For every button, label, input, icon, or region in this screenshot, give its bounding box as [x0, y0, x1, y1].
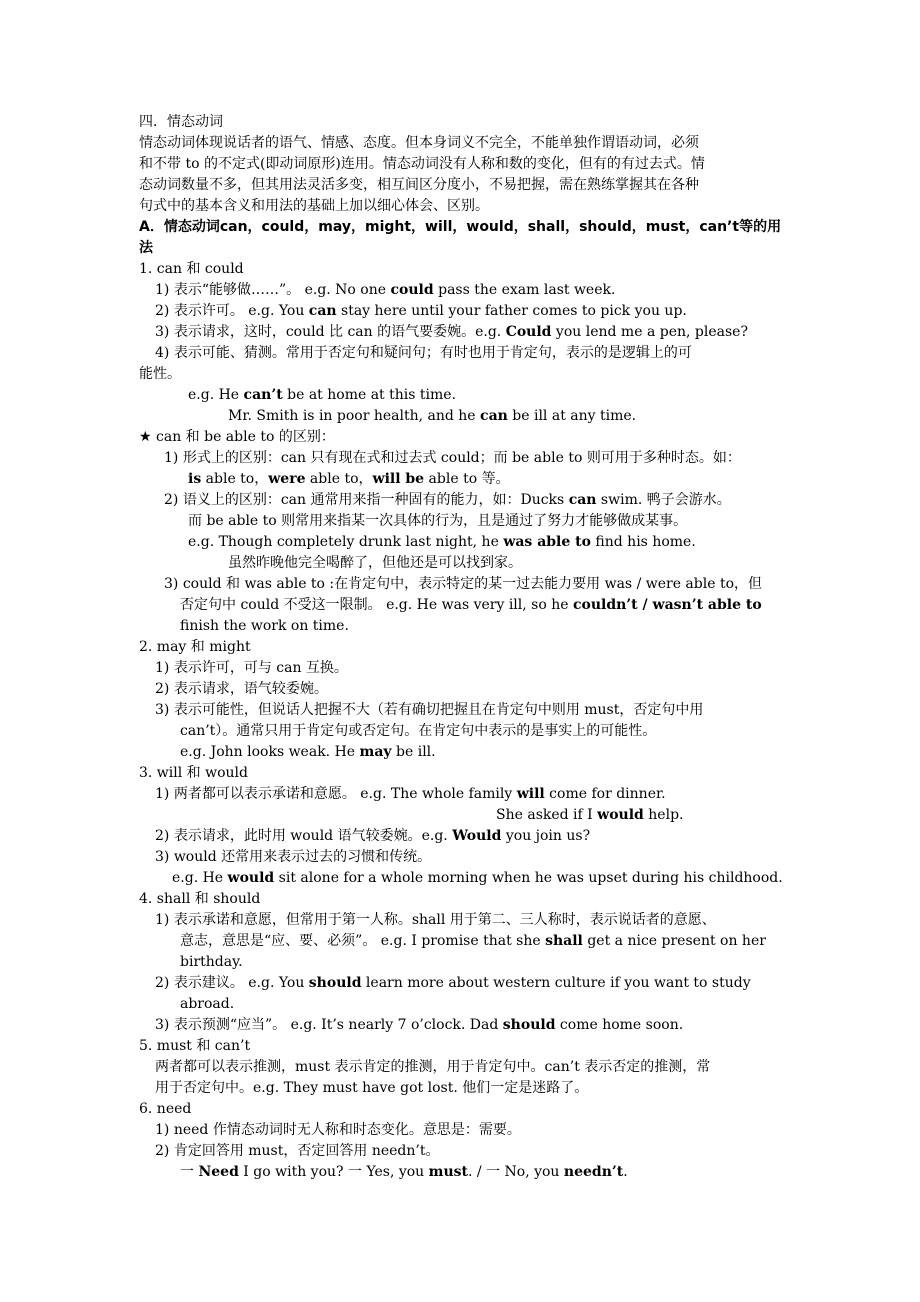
- need-example: 一 Need I go with you? 一 Yes, you must. / 一 No, you needn’t.: [180, 1164, 628, 1180]
- can-title: 1. can 和 could: [139, 261, 244, 277]
- need-title: 6. need: [139, 1101, 192, 1117]
- will-item-1b: She asked if I would help.: [496, 807, 684, 823]
- must-line-1: 两者都可以表示推测，must 表示肯定的推测，用于肯定句中。can’t 表示否定的推测，常: [155, 1059, 711, 1075]
- can-example-1: e.g. He can’t be at home at this time.: [188, 387, 456, 403]
- heading-a-line-1: A．情态动词can，could，may，might，will，would，shall，should，must，can’t等的用: [139, 219, 782, 235]
- will-title: 3. will 和 would: [139, 765, 248, 781]
- shall-item-2: 2) 表示建议。 e.g. You should learn more about western culture if you want to study: [155, 975, 751, 991]
- heading-a-line-2: 法: [139, 240, 153, 256]
- shall-item-1c: birthday.: [180, 954, 243, 970]
- can-item-3: 3) 表示请求，这时，could 比 can 的语气要委婉。e.g. Could you lend me a pen, please?: [155, 324, 748, 340]
- may-item-2: 2) 表示请求，语气较委婉。: [155, 681, 328, 697]
- diff-item-2c: e.g. Though completely drunk last night, he was able to find his home.: [188, 534, 696, 550]
- shall-item-3: 3) 表示预测“应当”。 e.g. It’s nearly 7 o’clock. Dad should come home soon.: [155, 1017, 684, 1033]
- shall-title: 4. shall 和 should: [139, 891, 261, 907]
- may-item-3a: 3) 表示可能性，但说话人把握不大（若有确切把握且在肯定句中则用 must，否定句中用: [155, 702, 704, 718]
- diff-title: ★ can 和 be able to 的区别：: [139, 429, 335, 445]
- can-item-4b: 能性。: [139, 366, 181, 382]
- may-item-3b: can’t）。通常只用于肯定句或否定句。在肯定句中表示的是事实上的可能性。: [180, 723, 657, 739]
- can-example-2: Mr. Smith is in poor health, and he can be ill at any time.: [228, 408, 637, 424]
- may-item-1: 1) 表示许可，可与 can 互换。: [155, 660, 348, 676]
- diff-item-3c: finish the work on time.: [180, 618, 349, 634]
- diff-item-3a: 3) could 和 was able to :在肯定句中，表示特定的某一过去能力要用 was / were able to，但: [164, 576, 763, 592]
- diff-item-2d: 虽然昨晚他完全喝醉了，但他还是可以找到家。: [228, 555, 522, 571]
- diff-item-2b: 而 be able to 则常用来指某一次具体的行为，且是通过了努力才能够做成某事。: [188, 513, 688, 529]
- intro-line-1: 情态动词体现说话者的语气、情感、态度。但本身词义不完全，不能单独作谓语动词，必须: [139, 135, 699, 151]
- diff-item-2a: 2) 语义上的区别：can 通常用来指一种固有的能力，如：Ducks can swim. 鸭子会游水。: [164, 492, 731, 508]
- shall-item-1b: 意志，意思是“应、要、必须”。 e.g. I promise that she shall get a nice present on her: [180, 933, 766, 949]
- shall-item-2b: abroad.: [180, 996, 235, 1012]
- can-item-1: 1) 表示“能够做……”。 e.g. No one could pass the exam last week.: [155, 282, 616, 298]
- shall-item-1a: 1) 表示承诺和意愿，但常用于第一人称。shall 用于第二、三人称时，表示说话者的意愿、: [155, 912, 716, 928]
- intro-line-2: 和不带 to 的不定式(即动词原形)连用。情态动词没有人称和数的变化，但有的有过去式。情: [139, 156, 705, 172]
- section-title: 四．情态动词: [139, 114, 223, 130]
- will-example: e.g. He would sit alone for a whole morning when he was upset during his childhood.: [172, 870, 783, 886]
- diff-item-1a: 1) 形式上的区别：can 只有现在式和过去式 could；而 be able to 则可用于多种时态。如：: [164, 450, 741, 466]
- diff-item-3b: 否定句中 could 不受这一限制。 e.g. He was very ill, so he couldn’t / wasn’t able to: [180, 597, 762, 613]
- must-title: 5. must 和 can’t: [139, 1038, 251, 1054]
- can-item-4a: 4) 表示可能、猜测。常用于否定句和疑问句；有时也用于肯定句，表示的是逻辑上的可: [155, 345, 692, 361]
- need-item-1: 1) need 作情态动词时无人称和时态变化。意思是：需要。: [155, 1122, 521, 1138]
- will-item-1: 1) 两者都可以表示承诺和意愿。 e.g. The whole family will come for dinner.: [155, 786, 666, 802]
- will-item-2: 2) 表示请求，此时用 would 语气较委婉。e.g. Would you join us?: [155, 828, 591, 844]
- must-line-2: 用于否定句中。e.g. They must have got lost. 他们一定是迷路了。: [155, 1080, 589, 1096]
- diff-item-1b: is able to，were able to，will be able to 等。: [188, 471, 510, 487]
- intro-line-4: 句式中的基本含义和用法的基础上加以细心体会、区别。: [139, 198, 489, 214]
- may-example: e.g. John looks weak. He may be ill.: [180, 744, 436, 760]
- intro-line-3: 态动词数量不多，但其用法灵活多变，相互间区分度小，不易把握，需在熟练掌握其在各种: [139, 177, 699, 193]
- may-title: 2. may 和 might: [139, 639, 251, 655]
- need-item-2: 2) 肯定回答用 must，否定回答用 needn’t。: [155, 1143, 440, 1159]
- can-item-2: 2) 表示许可。 e.g. You can stay here until your father comes to pick you up.: [155, 303, 687, 319]
- will-item-3: 3) would 还常用来表示过去的习惯和传统。: [155, 849, 432, 865]
